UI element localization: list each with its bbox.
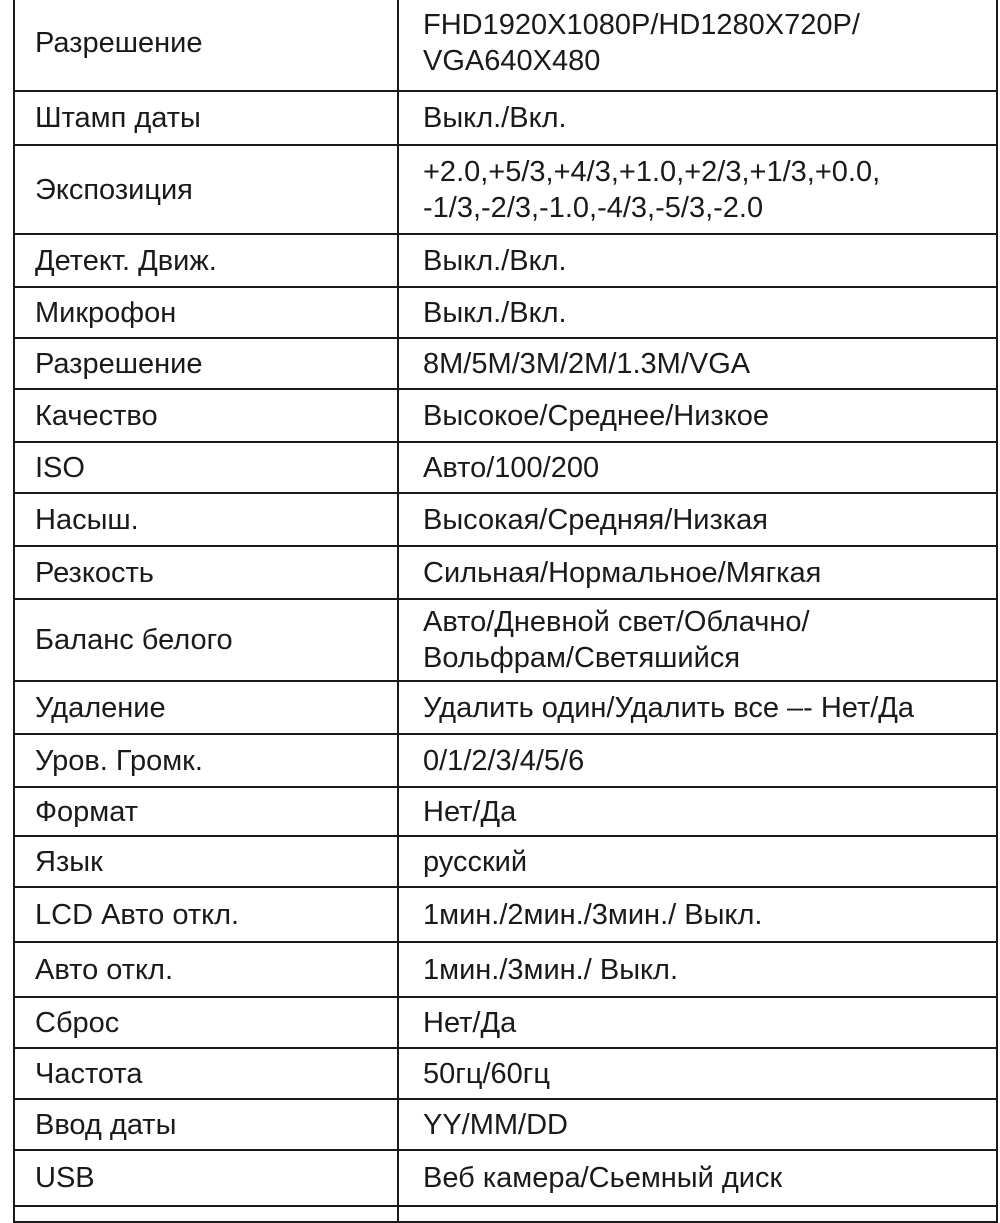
- table-row: [14, 0, 997, 91]
- setting-value: [398, 145, 997, 234]
- setting-label: Язык: [14, 836, 398, 887]
- setting-value: [398, 599, 997, 681]
- setting-value-line: YY/MM/DD: [423, 1108, 568, 1141]
- table-row: [14, 942, 997, 997]
- setting-value-line: Сильная/Нормальное/Мягкая: [423, 556, 822, 589]
- setting-label: Разрешение: [14, 0, 398, 91]
- setting-label: Штамп даты: [14, 91, 398, 145]
- setting-value: [398, 389, 997, 442]
- setting-value-line: 8M/5M/3M/2M/1.3M/VGA: [423, 347, 751, 380]
- table-row: [14, 734, 997, 787]
- setting-value-line: -1/3,-2/3,-1.0,-4/3,-5/3,-2.0: [423, 191, 764, 224]
- table-row: [14, 546, 997, 599]
- spec-table-body: [14, 0, 997, 1222]
- setting-value: [398, 1150, 997, 1206]
- setting-value-line: +2.0,+5/3,+4/3,+1.0,+2/3,+1/3,+0.0,: [423, 155, 881, 188]
- table-row: [14, 887, 997, 942]
- setting-value: [398, 287, 997, 338]
- table-row: [14, 836, 997, 887]
- setting-value-line: FHD1920X1080P/HD1280X720P/: [423, 9, 860, 41]
- setting-value-line: Выкл./Вкл.: [423, 296, 567, 329]
- setting-value-line: Высокое/Среднее/Низкое: [423, 399, 769, 432]
- setting-label: Авто откл.: [14, 942, 398, 997]
- setting-value-line: Удалить один/Удалить все –- Нет/Да: [423, 691, 915, 724]
- setting-label-empty: [14, 1206, 398, 1222]
- setting-value: [398, 734, 997, 787]
- setting-value: [398, 546, 997, 599]
- setting-value-empty: [398, 1206, 997, 1222]
- table-row: [14, 234, 997, 287]
- table-row: [14, 91, 997, 145]
- setting-value: [398, 836, 997, 887]
- setting-label: Удаление: [14, 681, 398, 734]
- table-row: [14, 338, 997, 389]
- setting-label: Детект. Движ.: [14, 234, 398, 287]
- table-row: [14, 681, 997, 734]
- setting-value-line: Авто/Дневной свет/Облачно/: [423, 606, 810, 638]
- setting-label: Уров. Громк.: [14, 734, 398, 787]
- setting-value: [398, 91, 997, 145]
- setting-value-line: VGA640X480: [423, 45, 601, 77]
- setting-label: Качество: [14, 389, 398, 442]
- setting-value-line: Авто/100/200: [423, 451, 600, 484]
- setting-value: [398, 234, 997, 287]
- table-row: [14, 389, 997, 442]
- setting-value-line: Веб камера/Сьемный диск: [423, 1162, 783, 1194]
- setting-label: Частота: [14, 1048, 398, 1099]
- setting-label: Ввод даты: [14, 1099, 398, 1150]
- setting-value: [398, 887, 997, 942]
- setting-label: Баланс белого: [14, 599, 398, 681]
- setting-label: Резкость: [14, 546, 398, 599]
- setting-label: Насыш.: [14, 493, 398, 546]
- setting-value-line: русский: [423, 845, 528, 878]
- table-row: [14, 287, 997, 338]
- setting-label: Разрешение: [14, 338, 398, 389]
- settings-spec-table: [13, 0, 998, 1223]
- setting-value-line: 1мин./3мин./ Выкл.: [423, 953, 679, 986]
- table-row: [14, 997, 997, 1048]
- setting-value: [398, 997, 997, 1048]
- table-row: [14, 1099, 997, 1150]
- table-row: [14, 599, 997, 681]
- table-row: [14, 787, 997, 836]
- setting-label: Формат: [14, 787, 398, 836]
- setting-value-line: 50гц/60гц: [423, 1057, 550, 1090]
- table-row: [14, 493, 997, 546]
- setting-value-line: Нет/Да: [423, 795, 517, 828]
- setting-label: USB: [14, 1150, 398, 1206]
- setting-value: [398, 1099, 997, 1150]
- table-row: [14, 1150, 997, 1206]
- setting-value-line: Высокая/Средняя/Низкая: [423, 503, 768, 536]
- setting-value: [398, 442, 997, 493]
- table-row: [14, 442, 997, 493]
- table-row-partial: [14, 1206, 997, 1222]
- setting-value: [398, 942, 997, 997]
- table-row: [14, 1048, 997, 1099]
- setting-label: Экспозиция: [14, 145, 398, 234]
- setting-value-line: Выкл./Вкл.: [423, 244, 567, 277]
- setting-value-line: 1мин./2мин./3мин./ Выкл.: [423, 898, 763, 931]
- setting-value-line: 0/1/2/3/4/5/6: [423, 744, 585, 777]
- setting-value-line: Вольфрам/Светяшийся: [423, 642, 741, 674]
- setting-label: LCD Авто откл.: [14, 887, 398, 942]
- setting-value: [398, 681, 997, 734]
- setting-label: Сброс: [14, 997, 398, 1048]
- setting-label: ISO: [14, 442, 398, 493]
- setting-label: Микрофон: [14, 287, 398, 338]
- setting-value: [398, 493, 997, 546]
- setting-value: [398, 1048, 997, 1099]
- setting-value: [398, 787, 997, 836]
- setting-value: [398, 338, 997, 389]
- table-row: [14, 145, 997, 234]
- setting-value: [398, 0, 997, 91]
- setting-value-line: Выкл./Вкл.: [423, 102, 567, 134]
- setting-value-line: Нет/Да: [423, 1006, 517, 1039]
